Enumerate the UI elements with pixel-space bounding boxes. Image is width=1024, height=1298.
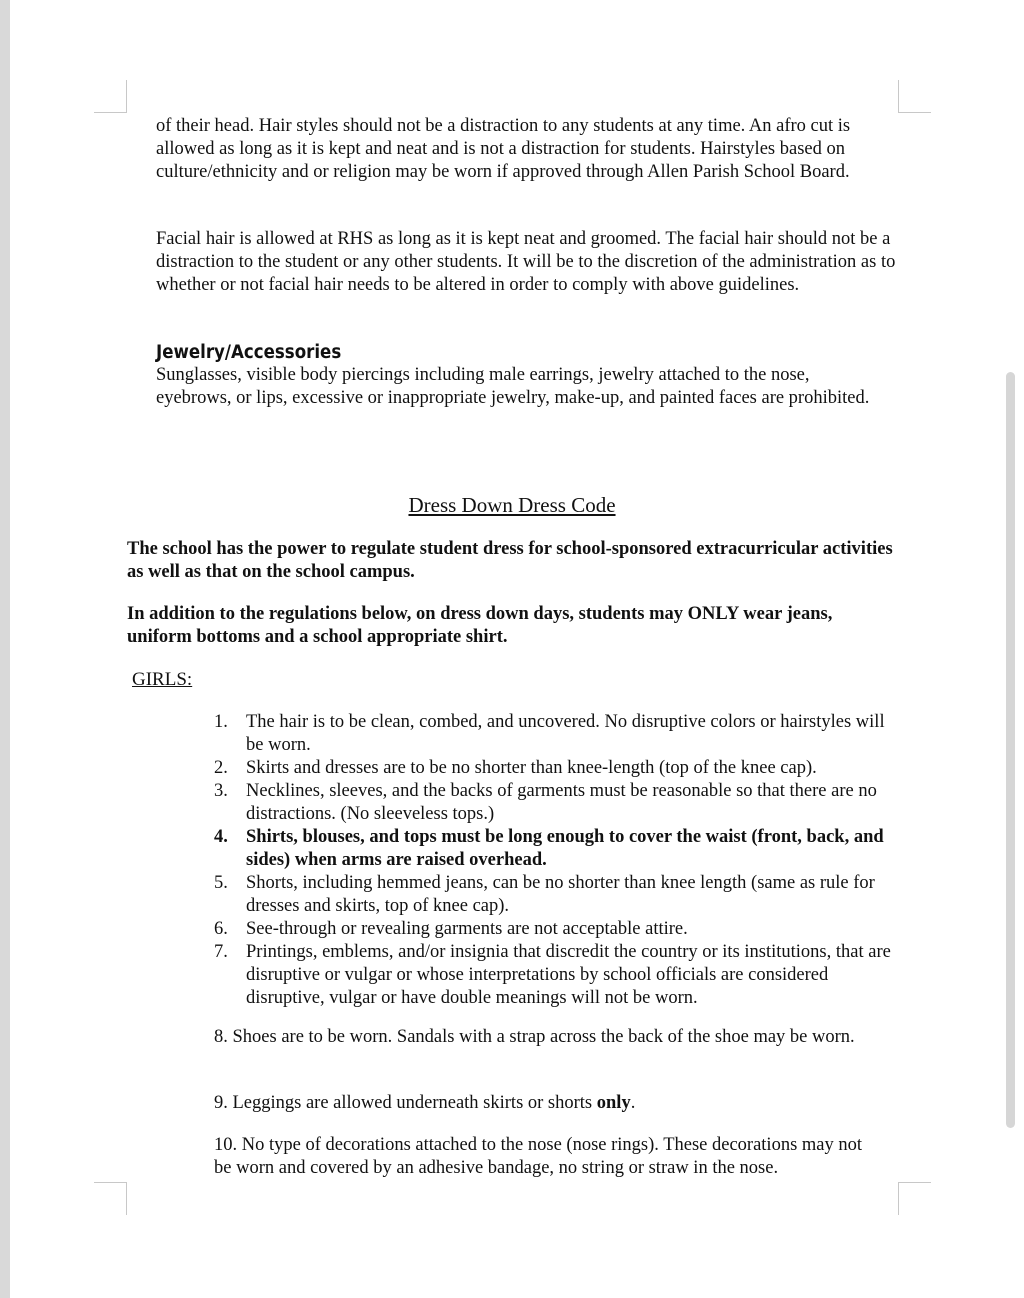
list-number: 1. — [214, 712, 228, 732]
rule-9-emphasis: only — [596, 1093, 631, 1113]
list-item — [214, 780, 904, 826]
vertical-scrollbar[interactable] — [1006, 372, 1015, 1128]
page-corner-mark-top-right — [898, 80, 931, 113]
dress-down-paragraph: In addition to the regulations below, on dress down days, students may ONLY wear jeans, uniform bottoms and a school appropriate shirt. — [127, 604, 833, 647]
page-corner-mark-bottom-left — [94, 1182, 127, 1215]
list-text: Shirts, blouses, and tops must be long enough to cover the waist (front, back, and sides) when arms are raised overhead. — [246, 827, 884, 870]
viewer-left-edge — [0, 0, 10, 1298]
list-item — [214, 757, 904, 780]
list-text: Skirts and dresses are to be no shorter than knee-length (top of the knee cap). — [246, 758, 817, 778]
list-text: See-through or revealing garments are not acceptable attire. — [246, 919, 688, 939]
section-title — [0, 492, 1024, 518]
dress-down-title: Dress Down Dress Code — [408, 493, 616, 517]
list-text: Shorts, including hemmed jeans, can be no shorter than knee length (same as rule for dresses and skirts, top of knee cap). — [246, 873, 875, 916]
jewelry-heading: Jewelry/Accessories — [156, 342, 342, 363]
rule-9 — [214, 1092, 874, 1115]
list-number: 6. — [214, 919, 228, 939]
authority-paragraph: The school has the power to regulate student dress for school-sponsored extracurricular activities as well as that on the school campus. — [127, 539, 893, 582]
list-text: Necklines, sleeves, and the backs of garments must be reasonable so that there are no distractions. (No sleeveless tops.) — [246, 781, 877, 824]
jewelry-paragraph: Sunglasses, visible body piercings including male earrings, jewelry attached to the nose, eyebrows, or lips, excessive or inappropriate jewelry, make-up, and painted faces are prohibited. — [156, 365, 870, 408]
list-number: 7. — [214, 942, 228, 962]
list-item — [214, 711, 904, 757]
list-text: The hair is to be clean, combed, and uncovered. No disruptive colors or hairstyles will be worn. — [246, 712, 885, 755]
list-text: Printings, emblems, and/or insignia that discredit the country or its institutions, that are disruptive or vulgar or whose interpretations by school officials are considered disruptive, vulgar or have double meanings will not be worn. — [246, 942, 891, 1008]
page-corner-mark-bottom-right — [898, 1182, 931, 1215]
list-item — [214, 941, 904, 1010]
page-corner-mark-top-left — [94, 80, 127, 113]
list-number: 3. — [214, 781, 228, 801]
facial-hair-paragraph: Facial hair is allowed at RHS as long as it is kept neat and groomed. The facial hair should not be a distraction to the student or any other students. It will be to the discretion of the administration as to whether or not facial hair needs to be altered in order to comply with above guidelines. — [156, 229, 896, 295]
hair-paragraph-continued: of their head. Hair styles should not be a distraction to any students at any time. An afro cut is allowed as long as it is kept and neat and is not a distraction for students. Hairstyles based on culture/ethnicity and or religion may be worn if approved through Allen Parish School Board. — [156, 116, 851, 182]
list-item — [214, 918, 904, 941]
list-number: 2. — [214, 758, 228, 778]
list-item — [214, 872, 904, 918]
girls-label: GIRLS: — [132, 669, 193, 690]
rule-8: 8. Shoes are to be worn. Sandals with a strap across the back of the shoe may be worn. — [214, 1027, 855, 1047]
rule-10: 10. No type of decorations attached to the nose (nose rings). These decorations may not be worn and covered by an adhesive bandage, no string or straw in the nose. — [214, 1135, 863, 1178]
girls-rules-list — [214, 711, 904, 1010]
rule-9-end: . — [630, 1093, 636, 1113]
list-number: 5. — [214, 873, 228, 893]
list-item — [214, 826, 904, 872]
list-number: 4. — [214, 827, 228, 847]
rule-9-text: 9. Leggings are allowed underneath skirts or shorts — [214, 1093, 597, 1113]
